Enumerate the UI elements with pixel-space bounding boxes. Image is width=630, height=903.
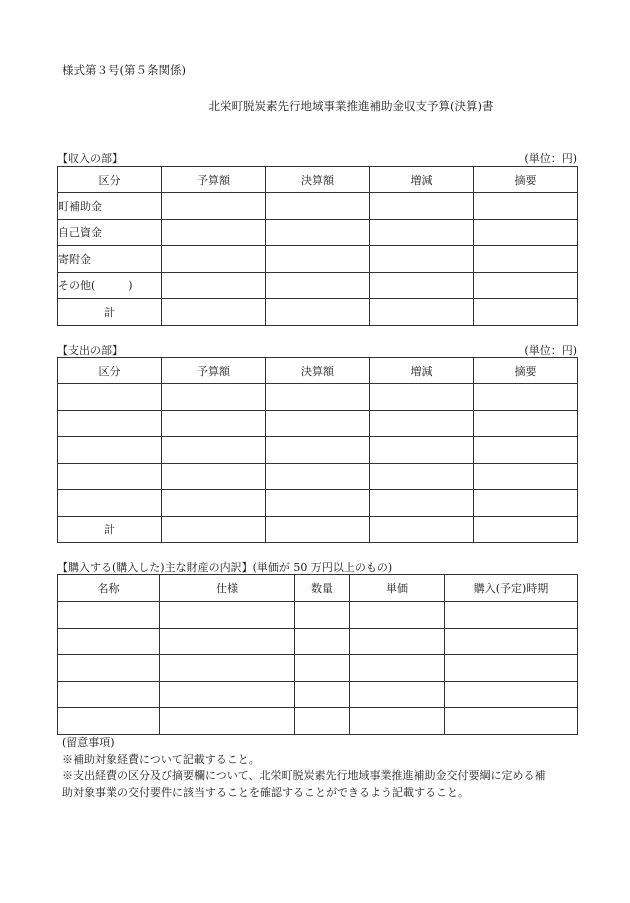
expense-change-cell[interactable]: [370, 463, 474, 490]
expense-settlement-cell[interactable]: [266, 463, 370, 490]
income-change-cell[interactable]: [370, 246, 474, 273]
col-header-change: 増減: [370, 358, 474, 384]
income-settlement-cell[interactable]: [266, 193, 370, 220]
income-category-cell: その他( ): [58, 272, 162, 299]
income-budget-cell[interactable]: [162, 193, 266, 220]
expense-settlement-cell[interactable]: [266, 384, 370, 411]
income-total-settlement-cell[interactable]: [266, 299, 370, 326]
expense-category-cell[interactable]: [58, 437, 162, 464]
asset-period-cell[interactable]: [445, 602, 578, 629]
expense-remarks-cell[interactable]: [474, 463, 578, 490]
income-remarks-cell[interactable]: [474, 272, 578, 299]
income-remarks-cell[interactable]: [474, 193, 578, 220]
asset-qty-cell[interactable]: [295, 681, 350, 708]
expense-section-label: 【支出の部】: [57, 344, 123, 357]
expense-budget-cell[interactable]: [162, 384, 266, 411]
income-settlement-cell[interactable]: [266, 272, 370, 299]
income-remarks-cell[interactable]: [474, 246, 578, 273]
income-total-label: 計: [58, 299, 162, 326]
form-number: 様式第３号(第５条関係): [62, 63, 186, 77]
income-budget-cell[interactable]: [162, 272, 266, 299]
note-item: 助対象事業の交付要件に該当することを確認することができるよう記載すること。: [62, 785, 469, 799]
table-row: [58, 628, 578, 655]
asset-spec-cell[interactable]: [160, 681, 295, 708]
income-remarks-cell[interactable]: [474, 219, 578, 246]
col-header-purchase-period: 購入(予定)時期: [445, 575, 578, 602]
income-header-row: [58, 167, 578, 193]
asset-period-cell[interactable]: [445, 708, 578, 735]
income-total-row: [58, 299, 578, 326]
asset-unit-price-cell[interactable]: [350, 681, 445, 708]
col-header-settlement: 決算額: [266, 167, 370, 193]
expense-total-remarks-cell[interactable]: [474, 516, 578, 543]
expense-unit-label: (単位：円): [524, 344, 577, 357]
table-row: [58, 681, 578, 708]
table-row: [58, 463, 578, 490]
asset-period-cell[interactable]: [445, 628, 578, 655]
col-header-remarks: 摘要: [474, 167, 578, 193]
table-row: [58, 708, 578, 735]
expense-remarks-cell[interactable]: [474, 384, 578, 411]
asset-unit-price-cell[interactable]: [350, 708, 445, 735]
income-total-change-cell[interactable]: [370, 299, 474, 326]
asset-name-cell[interactable]: [58, 681, 160, 708]
income-category-cell: 寄附金: [58, 246, 162, 273]
expense-remarks-cell[interactable]: [474, 410, 578, 437]
asset-spec-cell[interactable]: [160, 708, 295, 735]
expense-change-cell[interactable]: [370, 437, 474, 464]
table-row: [58, 246, 578, 273]
asset-name-cell[interactable]: [58, 602, 160, 629]
table-row: [58, 384, 578, 411]
asset-period-cell[interactable]: [445, 655, 578, 682]
expense-remarks-cell[interactable]: [474, 437, 578, 464]
expense-settlement-cell[interactable]: [266, 437, 370, 464]
assets-header-row: [58, 575, 578, 602]
expense-category-cell[interactable]: [58, 463, 162, 490]
asset-name-cell[interactable]: [58, 628, 160, 655]
expense-settlement-cell[interactable]: [266, 410, 370, 437]
asset-qty-cell[interactable]: [295, 602, 350, 629]
income-settlement-cell[interactable]: [266, 246, 370, 273]
income-budget-cell[interactable]: [162, 246, 266, 273]
col-header-unit-price: 単価: [350, 575, 445, 602]
income-table: [57, 166, 578, 326]
income-total-remarks-cell[interactable]: [474, 299, 578, 326]
income-unit-label: (単位：円): [524, 152, 577, 165]
note-item: ※支出経費の区分及び摘要欄について、北栄町脱炭素先行地域事業推進補助金交付要綱に定める補: [62, 769, 546, 782]
assets-section-label: 【購入する(購入した)主な財産の内訳】(単価が 50 万円以上のもの): [57, 561, 393, 574]
expense-budget-cell[interactable]: [162, 490, 266, 517]
notes-block: [62, 735, 592, 801]
note-item: ※補助対象経費について記載すること。: [62, 752, 260, 766]
expense-table: [57, 357, 578, 543]
expense-change-cell[interactable]: [370, 490, 474, 517]
col-header-quantity: 数量: [295, 575, 350, 602]
table-row: [58, 655, 578, 682]
income-settlement-cell[interactable]: [266, 219, 370, 246]
col-header-change: 増減: [370, 167, 474, 193]
expense-category-cell[interactable]: [58, 490, 162, 517]
expense-budget-cell[interactable]: [162, 463, 266, 490]
income-change-cell[interactable]: [370, 219, 474, 246]
asset-unit-price-cell[interactable]: [350, 628, 445, 655]
col-header-remarks: 摘要: [474, 358, 578, 384]
col-header-name: 名称: [58, 575, 160, 602]
asset-qty-cell[interactable]: [295, 628, 350, 655]
asset-spec-cell[interactable]: [160, 655, 295, 682]
col-header-category: 区分: [58, 358, 162, 384]
income-change-cell[interactable]: [370, 272, 474, 299]
income-category-cell: 自己資金: [58, 219, 162, 246]
asset-unit-price-cell[interactable]: [350, 655, 445, 682]
expense-total-settlement-cell[interactable]: [266, 516, 370, 543]
document-title: 北栄町脱炭素先行地域事業推進補助金収支予算(決算)書: [208, 99, 494, 113]
assets-table: [57, 574, 578, 735]
table-row: [58, 193, 578, 220]
income-category-cell: 町補助金: [58, 193, 162, 220]
col-header-settlement: 決算額: [266, 358, 370, 384]
expense-category-cell[interactable]: [58, 384, 162, 411]
expense-settlement-cell[interactable]: [266, 490, 370, 517]
income-budget-cell[interactable]: [162, 219, 266, 246]
asset-spec-cell[interactable]: [160, 628, 295, 655]
expense-total-row: [58, 516, 578, 543]
expense-budget-cell[interactable]: [162, 410, 266, 437]
expense-total-label: 計: [58, 516, 162, 543]
table-row: [58, 410, 578, 437]
table-row: [58, 437, 578, 464]
asset-period-cell[interactable]: [445, 681, 578, 708]
asset-unit-price-cell[interactable]: [350, 602, 445, 629]
expense-budget-cell[interactable]: [162, 437, 266, 464]
asset-qty-cell[interactable]: [295, 655, 350, 682]
table-row: [58, 272, 578, 299]
income-change-cell[interactable]: [370, 193, 474, 220]
income-section-label: 【収入の部】: [57, 152, 123, 165]
col-header-budget: 予算額: [162, 358, 266, 384]
expense-change-cell[interactable]: [370, 410, 474, 437]
col-header-category: 区分: [58, 167, 162, 193]
asset-spec-cell[interactable]: [160, 602, 295, 629]
asset-qty-cell[interactable]: [295, 708, 350, 735]
expense-remarks-cell[interactable]: [474, 490, 578, 517]
asset-name-cell[interactable]: [58, 708, 160, 735]
table-row: [58, 602, 578, 629]
col-header-spec: 仕様: [160, 575, 295, 602]
expense-total-change-cell[interactable]: [370, 516, 474, 543]
income-total-budget-cell[interactable]: [162, 299, 266, 326]
asset-name-cell[interactable]: [58, 655, 160, 682]
table-row: [58, 490, 578, 517]
table-row: [58, 219, 578, 246]
expense-category-cell[interactable]: [58, 410, 162, 437]
notes-heading: (留意事項): [62, 736, 115, 749]
col-header-budget: 予算額: [162, 167, 266, 193]
expense-total-budget-cell[interactable]: [162, 516, 266, 543]
expense-header-row: [58, 358, 578, 384]
expense-change-cell[interactable]: [370, 384, 474, 411]
